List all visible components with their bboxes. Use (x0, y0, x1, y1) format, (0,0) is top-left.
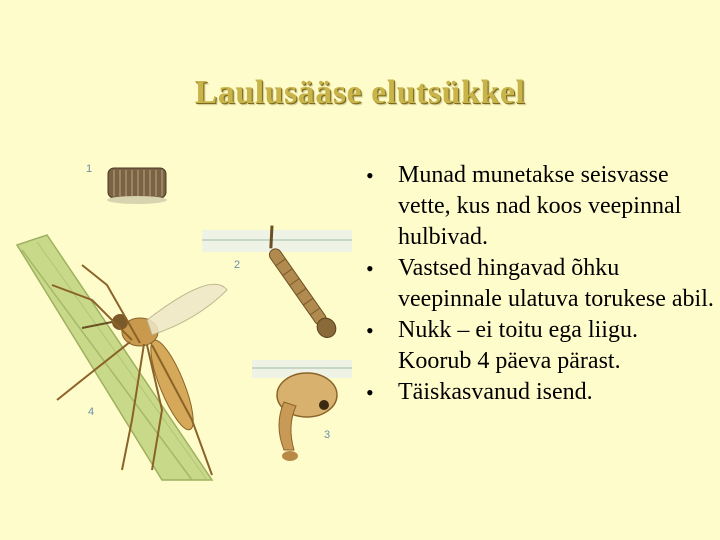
bullet-text: Täiskasvanud isend. (398, 379, 593, 405)
label-2: 2 (234, 259, 241, 271)
bullet-item (362, 377, 714, 408)
label-1: 1 (86, 163, 93, 175)
bullet-list (362, 160, 714, 408)
label-3: 3 (324, 429, 331, 441)
label-4: 4 (88, 406, 95, 418)
bullet-text: Vastsed hingavad õhku veepinnale ulatuva torukese abil. (398, 255, 714, 312)
bullet-dot-icon: • (366, 380, 374, 405)
bullet-dot-icon: • (366, 163, 374, 188)
bullet-text: Nukk – ei toitu ega liigu. Koorub 4 päeva pärast. (398, 317, 638, 374)
egg-raft (107, 168, 167, 204)
slide-title: Laulusääse elutsükkel (194, 74, 526, 111)
bullet-dot-icon: • (366, 318, 374, 343)
pupa (277, 373, 337, 461)
bullet-item (362, 160, 714, 253)
grass-blade (17, 235, 212, 480)
bullet-item (362, 315, 714, 377)
bullet-dot-icon: • (366, 256, 374, 281)
bullet-text: Munad munetakse seisvasse vette, kus nad koos veepinnal hulbivad. (398, 162, 682, 250)
bullet-item (362, 253, 714, 315)
mosquito-lifecycle-illustration (12, 150, 352, 490)
